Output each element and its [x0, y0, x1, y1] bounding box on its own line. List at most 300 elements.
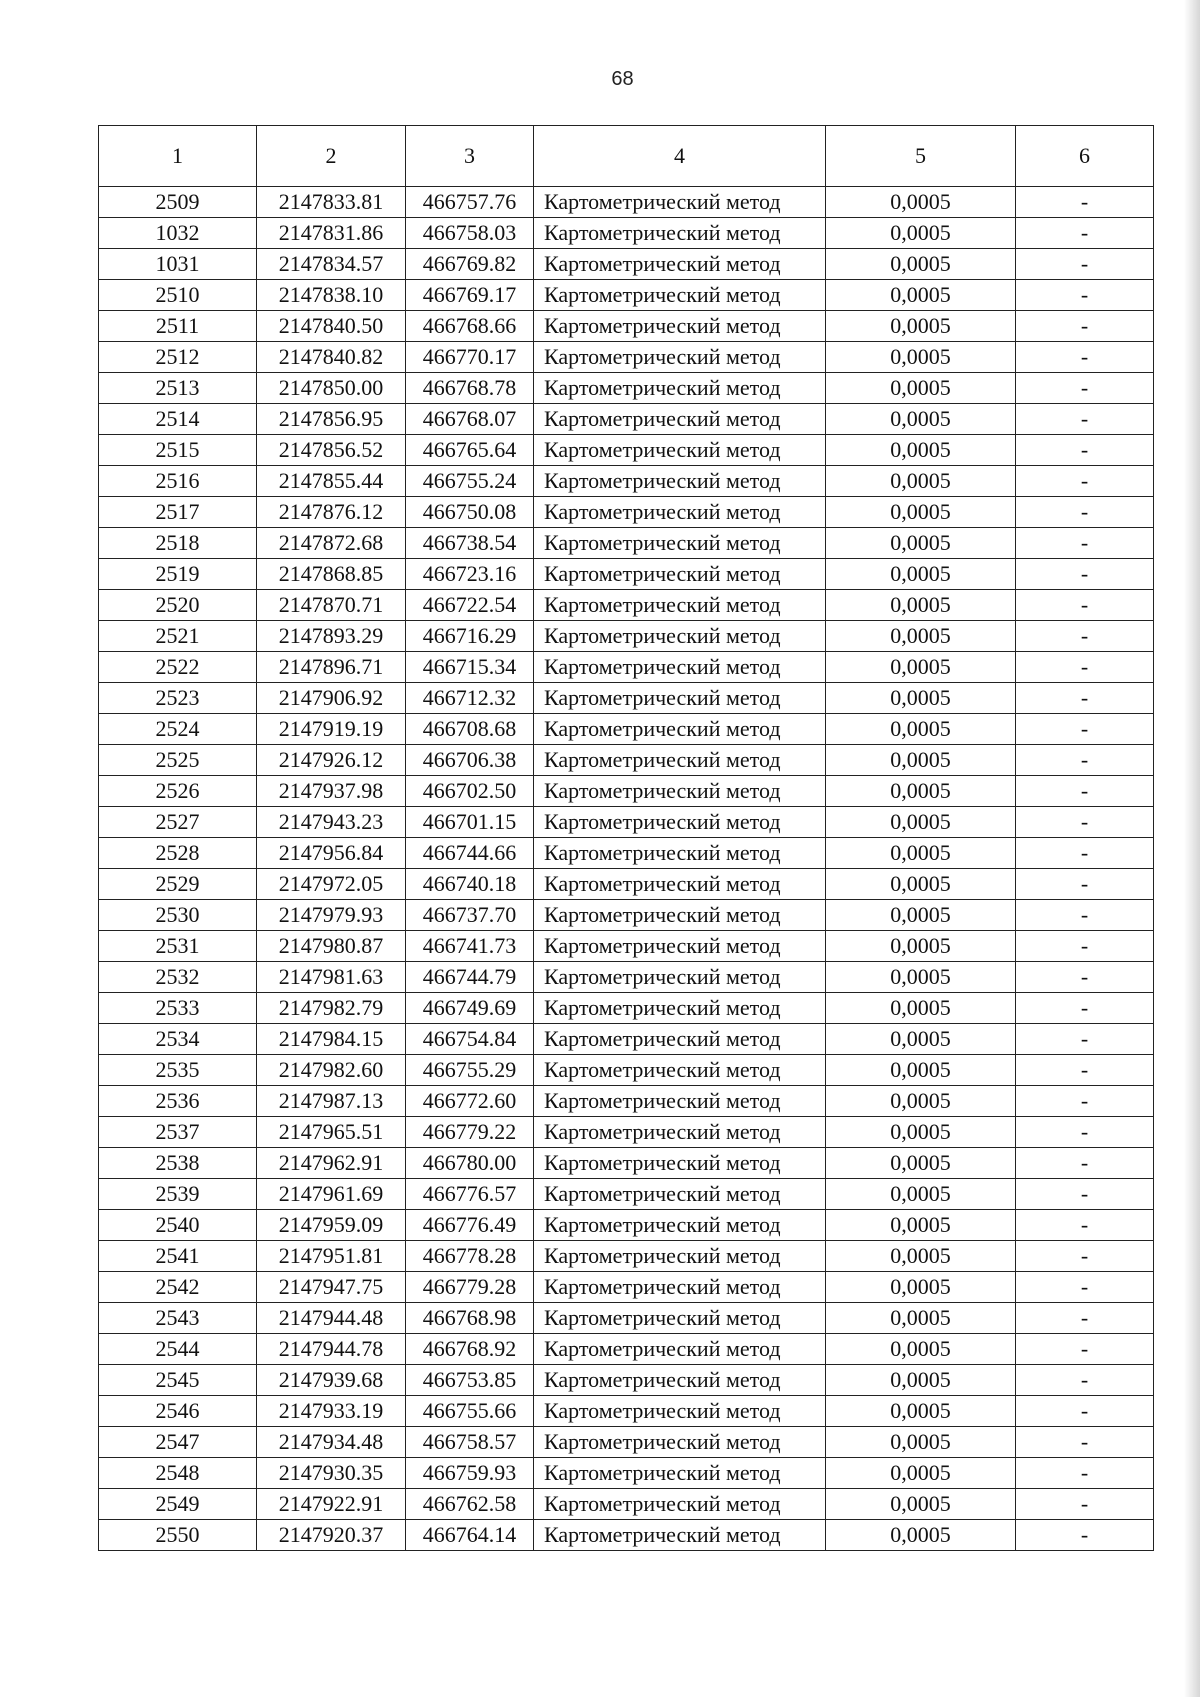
table-row: [99, 404, 1154, 435]
y-coordinate-cell: 466758.03: [406, 218, 534, 249]
method-cell: Картометрический метод: [534, 497, 826, 528]
accuracy-cell: 0,0005: [826, 249, 1016, 280]
x-coordinate-cell: 2147856.95: [257, 404, 406, 435]
method-cell: Картометрический метод: [534, 1024, 826, 1055]
note-cell: -: [1016, 466, 1154, 497]
method-cell: Картометрический метод: [534, 1210, 826, 1241]
point-number-cell: 2550: [99, 1520, 257, 1551]
y-coordinate-cell: 466779.28: [406, 1272, 534, 1303]
method-cell: Картометрический метод: [534, 776, 826, 807]
point-number-cell: 2535: [99, 1055, 257, 1086]
accuracy-cell: 0,0005: [826, 311, 1016, 342]
y-coordinate-cell: 466759.93: [406, 1458, 534, 1489]
note-cell: -: [1016, 1520, 1154, 1551]
header-cell-1: 1: [99, 126, 257, 187]
point-number-cell: 2514: [99, 404, 257, 435]
x-coordinate-cell: 2147833.81: [257, 187, 406, 218]
table-row: [99, 528, 1154, 559]
header-cell-3: 3: [406, 126, 534, 187]
accuracy-cell: 0,0005: [826, 869, 1016, 900]
accuracy-cell: 0,0005: [826, 1365, 1016, 1396]
method-cell: Картометрический метод: [534, 962, 826, 993]
method-cell: Картометрический метод: [534, 1365, 826, 1396]
point-number-cell: 2522: [99, 652, 257, 683]
x-coordinate-cell: 2147959.09: [257, 1210, 406, 1241]
note-cell: -: [1016, 435, 1154, 466]
x-coordinate-cell: 2147980.87: [257, 931, 406, 962]
table-row: [99, 249, 1154, 280]
method-cell: Картометрический метод: [534, 1241, 826, 1272]
coordinates-table: [98, 125, 1154, 1551]
method-cell: Картометрический метод: [534, 745, 826, 776]
x-coordinate-cell: 2147972.05: [257, 869, 406, 900]
note-cell: -: [1016, 1210, 1154, 1241]
point-number-cell: 2519: [99, 559, 257, 590]
table-row: [99, 1489, 1154, 1520]
y-coordinate-cell: 466754.84: [406, 1024, 534, 1055]
table-row: [99, 993, 1154, 1024]
x-coordinate-cell: 2147930.35: [257, 1458, 406, 1489]
method-cell: Картометрический метод: [534, 1520, 826, 1551]
method-cell: Картометрический метод: [534, 1086, 826, 1117]
note-cell: -: [1016, 838, 1154, 869]
point-number-cell: 2517: [99, 497, 257, 528]
y-coordinate-cell: 466776.57: [406, 1179, 534, 1210]
method-cell: Картометрический метод: [534, 1396, 826, 1427]
accuracy-cell: 0,0005: [826, 1148, 1016, 1179]
accuracy-cell: 0,0005: [826, 1396, 1016, 1427]
note-cell: -: [1016, 497, 1154, 528]
accuracy-cell: 0,0005: [826, 1024, 1016, 1055]
table-row: [99, 1055, 1154, 1086]
y-coordinate-cell: 466755.29: [406, 1055, 534, 1086]
y-coordinate-cell: 466737.70: [406, 900, 534, 931]
point-number-cell: 2542: [99, 1272, 257, 1303]
method-cell: Картометрический метод: [534, 900, 826, 931]
table-row: [99, 652, 1154, 683]
accuracy-cell: 0,0005: [826, 652, 1016, 683]
method-cell: Картометрический метод: [534, 373, 826, 404]
point-number-cell: 2543: [99, 1303, 257, 1334]
x-coordinate-cell: 2147982.60: [257, 1055, 406, 1086]
x-coordinate-cell: 2147856.52: [257, 435, 406, 466]
y-coordinate-cell: 466741.73: [406, 931, 534, 962]
y-coordinate-cell: 466768.98: [406, 1303, 534, 1334]
table-row: [99, 559, 1154, 590]
note-cell: -: [1016, 1334, 1154, 1365]
point-number-cell: 2541: [99, 1241, 257, 1272]
table-row: [99, 280, 1154, 311]
accuracy-cell: 0,0005: [826, 714, 1016, 745]
method-cell: Картометрический метод: [534, 218, 826, 249]
note-cell: -: [1016, 1365, 1154, 1396]
method-cell: Картометрический метод: [534, 683, 826, 714]
accuracy-cell: 0,0005: [826, 1458, 1016, 1489]
note-cell: -: [1016, 404, 1154, 435]
y-coordinate-cell: 466701.15: [406, 807, 534, 838]
table-row: [99, 1086, 1154, 1117]
point-number-cell: 2516: [99, 466, 257, 497]
table-row: [99, 1458, 1154, 1489]
point-number-cell: 2520: [99, 590, 257, 621]
point-number-cell: 2525: [99, 745, 257, 776]
table-row: [99, 1396, 1154, 1427]
note-cell: -: [1016, 1241, 1154, 1272]
method-cell: Картометрический метод: [534, 528, 826, 559]
y-coordinate-cell: 466753.85: [406, 1365, 534, 1396]
note-cell: -: [1016, 1086, 1154, 1117]
accuracy-cell: 0,0005: [826, 590, 1016, 621]
accuracy-cell: 0,0005: [826, 1334, 1016, 1365]
x-coordinate-cell: 2147920.37: [257, 1520, 406, 1551]
accuracy-cell: 0,0005: [826, 1117, 1016, 1148]
note-cell: -: [1016, 1272, 1154, 1303]
y-coordinate-cell: 466765.64: [406, 435, 534, 466]
x-coordinate-cell: 2147947.75: [257, 1272, 406, 1303]
y-coordinate-cell: 466770.17: [406, 342, 534, 373]
method-cell: Картометрический метод: [534, 1272, 826, 1303]
table-row: [99, 311, 1154, 342]
method-cell: Картометрический метод: [534, 1179, 826, 1210]
method-cell: Картометрический метод: [534, 466, 826, 497]
accuracy-cell: 0,0005: [826, 1241, 1016, 1272]
table-row: [99, 342, 1154, 373]
y-coordinate-cell: 466744.66: [406, 838, 534, 869]
method-cell: Картометрический метод: [534, 590, 826, 621]
point-number-cell: 2540: [99, 1210, 257, 1241]
table-row: [99, 838, 1154, 869]
x-coordinate-cell: 2147956.84: [257, 838, 406, 869]
accuracy-cell: 0,0005: [826, 497, 1016, 528]
page-number: 68: [611, 68, 634, 90]
point-number-cell: 2515: [99, 435, 257, 466]
note-cell: -: [1016, 218, 1154, 249]
x-coordinate-cell: 2147840.82: [257, 342, 406, 373]
method-cell: Картометрический метод: [534, 1055, 826, 1086]
point-number-cell: 2526: [99, 776, 257, 807]
x-coordinate-cell: 2147922.91: [257, 1489, 406, 1520]
accuracy-cell: 0,0005: [826, 373, 1016, 404]
accuracy-cell: 0,0005: [826, 1086, 1016, 1117]
table-row: [99, 1117, 1154, 1148]
x-coordinate-cell: 2147893.29: [257, 621, 406, 652]
point-number-cell: 2521: [99, 621, 257, 652]
accuracy-cell: 0,0005: [826, 528, 1016, 559]
x-coordinate-cell: 2147943.23: [257, 807, 406, 838]
header-cell-5: 5: [826, 126, 1016, 187]
header-cell-4: 4: [534, 126, 826, 187]
accuracy-cell: 0,0005: [826, 1055, 1016, 1086]
method-cell: Картометрический метод: [534, 1334, 826, 1365]
accuracy-cell: 0,0005: [826, 1427, 1016, 1458]
note-cell: -: [1016, 1489, 1154, 1520]
table-row: [99, 869, 1154, 900]
point-number-cell: 2513: [99, 373, 257, 404]
method-cell: Картометрический метод: [534, 187, 826, 218]
point-number-cell: 2531: [99, 931, 257, 962]
point-number-cell: 2511: [99, 311, 257, 342]
x-coordinate-cell: 2147933.19: [257, 1396, 406, 1427]
y-coordinate-cell: 466722.54: [406, 590, 534, 621]
table-row: [99, 1179, 1154, 1210]
table-row: [99, 962, 1154, 993]
accuracy-cell: 0,0005: [826, 962, 1016, 993]
table-row: [99, 373, 1154, 404]
table-row: [99, 466, 1154, 497]
accuracy-cell: 0,0005: [826, 745, 1016, 776]
point-number-cell: 2524: [99, 714, 257, 745]
note-cell: -: [1016, 1179, 1154, 1210]
note-cell: -: [1016, 373, 1154, 404]
y-coordinate-cell: 466772.60: [406, 1086, 534, 1117]
accuracy-cell: 0,0005: [826, 621, 1016, 652]
y-coordinate-cell: 466749.69: [406, 993, 534, 1024]
table-row: [99, 714, 1154, 745]
method-cell: Картометрический метод: [534, 1303, 826, 1334]
method-cell: Картометрический метод: [534, 1489, 826, 1520]
point-number-cell: 1032: [99, 218, 257, 249]
method-cell: Картометрический метод: [534, 1427, 826, 1458]
x-coordinate-cell: 2147926.12: [257, 745, 406, 776]
y-coordinate-cell: 466708.68: [406, 714, 534, 745]
y-coordinate-cell: 466764.14: [406, 1520, 534, 1551]
point-number-cell: 2538: [99, 1148, 257, 1179]
y-coordinate-cell: 466740.18: [406, 869, 534, 900]
method-cell: Картометрический метод: [534, 993, 826, 1024]
method-cell: Картометрический метод: [534, 652, 826, 683]
note-cell: -: [1016, 1427, 1154, 1458]
x-coordinate-cell: 2147965.51: [257, 1117, 406, 1148]
accuracy-cell: 0,0005: [826, 1272, 1016, 1303]
note-cell: -: [1016, 1055, 1154, 1086]
y-coordinate-cell: 466723.16: [406, 559, 534, 590]
method-cell: Картометрический метод: [534, 342, 826, 373]
note-cell: -: [1016, 1117, 1154, 1148]
table-row: [99, 1272, 1154, 1303]
x-coordinate-cell: 2147934.48: [257, 1427, 406, 1458]
table-row: [99, 435, 1154, 466]
x-coordinate-cell: 2147840.50: [257, 311, 406, 342]
note-cell: -: [1016, 311, 1154, 342]
accuracy-cell: 0,0005: [826, 342, 1016, 373]
method-cell: Картометрический метод: [534, 1117, 826, 1148]
point-number-cell: 2512: [99, 342, 257, 373]
note-cell: -: [1016, 559, 1154, 590]
table-row: [99, 745, 1154, 776]
accuracy-cell: 0,0005: [826, 1210, 1016, 1241]
y-coordinate-cell: 466702.50: [406, 776, 534, 807]
point-number-cell: 2536: [99, 1086, 257, 1117]
note-cell: -: [1016, 931, 1154, 962]
table-row: [99, 1241, 1154, 1272]
x-coordinate-cell: 2147979.93: [257, 900, 406, 931]
y-coordinate-cell: 466776.49: [406, 1210, 534, 1241]
x-coordinate-cell: 2147834.57: [257, 249, 406, 280]
point-number-cell: 2529: [99, 869, 257, 900]
point-number-cell: 2509: [99, 187, 257, 218]
y-coordinate-cell: 466768.78: [406, 373, 534, 404]
note-cell: -: [1016, 1303, 1154, 1334]
note-cell: -: [1016, 1024, 1154, 1055]
x-coordinate-cell: 2147906.92: [257, 683, 406, 714]
accuracy-cell: 0,0005: [826, 280, 1016, 311]
y-coordinate-cell: 466769.82: [406, 249, 534, 280]
point-number-cell: 2549: [99, 1489, 257, 1520]
x-coordinate-cell: 2147855.44: [257, 466, 406, 497]
x-coordinate-cell: 2147961.69: [257, 1179, 406, 1210]
x-coordinate-cell: 2147850.00: [257, 373, 406, 404]
table-row: [99, 1210, 1154, 1241]
table-row: [99, 1365, 1154, 1396]
note-cell: -: [1016, 776, 1154, 807]
table-row: [99, 218, 1154, 249]
method-cell: Картометрический метод: [534, 931, 826, 962]
table-row: [99, 1303, 1154, 1334]
accuracy-cell: 0,0005: [826, 1489, 1016, 1520]
x-coordinate-cell: 2147831.86: [257, 218, 406, 249]
x-coordinate-cell: 2147937.98: [257, 776, 406, 807]
note-cell: -: [1016, 652, 1154, 683]
accuracy-cell: 0,0005: [826, 466, 1016, 497]
x-coordinate-cell: 2147981.63: [257, 962, 406, 993]
x-coordinate-cell: 2147939.68: [257, 1365, 406, 1396]
method-cell: Картометрический метод: [534, 838, 826, 869]
point-number-cell: 2523: [99, 683, 257, 714]
point-number-cell: 2532: [99, 962, 257, 993]
note-cell: -: [1016, 714, 1154, 745]
y-coordinate-cell: 466778.28: [406, 1241, 534, 1272]
accuracy-cell: 0,0005: [826, 435, 1016, 466]
note-cell: -: [1016, 993, 1154, 1024]
x-coordinate-cell: 2147896.71: [257, 652, 406, 683]
accuracy-cell: 0,0005: [826, 900, 1016, 931]
x-coordinate-cell: 2147872.68: [257, 528, 406, 559]
table-row: [99, 683, 1154, 714]
y-coordinate-cell: 466758.57: [406, 1427, 534, 1458]
point-number-cell: 2545: [99, 1365, 257, 1396]
y-coordinate-cell: 466780.00: [406, 1148, 534, 1179]
accuracy-cell: 0,0005: [826, 683, 1016, 714]
y-coordinate-cell: 466768.07: [406, 404, 534, 435]
point-number-cell: 2510: [99, 280, 257, 311]
accuracy-cell: 0,0005: [826, 776, 1016, 807]
table-row: [99, 621, 1154, 652]
x-coordinate-cell: 2147944.78: [257, 1334, 406, 1365]
method-cell: Картометрический метод: [534, 807, 826, 838]
accuracy-cell: 0,0005: [826, 1520, 1016, 1551]
y-coordinate-cell: 466757.76: [406, 187, 534, 218]
point-number-cell: 2533: [99, 993, 257, 1024]
table-row: [99, 590, 1154, 621]
method-cell: Картометрический метод: [534, 311, 826, 342]
accuracy-cell: 0,0005: [826, 1303, 1016, 1334]
table-row: [99, 187, 1154, 218]
note-cell: -: [1016, 342, 1154, 373]
table-row: [99, 1427, 1154, 1458]
point-number-cell: 2530: [99, 900, 257, 931]
note-cell: -: [1016, 1396, 1154, 1427]
accuracy-cell: 0,0005: [826, 1179, 1016, 1210]
y-coordinate-cell: 466738.54: [406, 528, 534, 559]
method-cell: Картометрический метод: [534, 404, 826, 435]
table-row: [99, 900, 1154, 931]
y-coordinate-cell: 466768.66: [406, 311, 534, 342]
note-cell: -: [1016, 280, 1154, 311]
x-coordinate-cell: 2147951.81: [257, 1241, 406, 1272]
note-cell: -: [1016, 900, 1154, 931]
point-number-cell: 2527: [99, 807, 257, 838]
point-number-cell: 2528: [99, 838, 257, 869]
method-cell: Картометрический метод: [534, 559, 826, 590]
y-coordinate-cell: 466769.17: [406, 280, 534, 311]
point-number-cell: 2518: [99, 528, 257, 559]
accuracy-cell: 0,0005: [826, 993, 1016, 1024]
note-cell: -: [1016, 249, 1154, 280]
note-cell: -: [1016, 962, 1154, 993]
table-row: [99, 1024, 1154, 1055]
table-row: [99, 497, 1154, 528]
method-cell: Картометрический метод: [534, 621, 826, 652]
method-cell: Картометрический метод: [534, 869, 826, 900]
note-cell: -: [1016, 528, 1154, 559]
table-row: [99, 1520, 1154, 1551]
note-cell: -: [1016, 590, 1154, 621]
scan-edge-shadow: [1184, 0, 1200, 1697]
accuracy-cell: 0,0005: [826, 187, 1016, 218]
point-number-cell: 2544: [99, 1334, 257, 1365]
point-number-cell: 2548: [99, 1458, 257, 1489]
y-coordinate-cell: 466712.32: [406, 683, 534, 714]
x-coordinate-cell: 2147919.19: [257, 714, 406, 745]
note-cell: -: [1016, 807, 1154, 838]
y-coordinate-cell: 466755.66: [406, 1396, 534, 1427]
method-cell: Картометрический метод: [534, 714, 826, 745]
header-cell-2: 2: [257, 126, 406, 187]
method-cell: Картометрический метод: [534, 249, 826, 280]
note-cell: -: [1016, 1148, 1154, 1179]
method-cell: Картометрический метод: [534, 1458, 826, 1489]
y-coordinate-cell: 466779.22: [406, 1117, 534, 1148]
x-coordinate-cell: 2147987.13: [257, 1086, 406, 1117]
x-coordinate-cell: 2147962.91: [257, 1148, 406, 1179]
point-number-cell: 2537: [99, 1117, 257, 1148]
table-row: [99, 776, 1154, 807]
x-coordinate-cell: 2147984.15: [257, 1024, 406, 1055]
y-coordinate-cell: 466706.38: [406, 745, 534, 776]
note-cell: -: [1016, 683, 1154, 714]
table-row: [99, 1148, 1154, 1179]
table-body: [99, 187, 1154, 1551]
accuracy-cell: 0,0005: [826, 559, 1016, 590]
header-cell-6: 6: [1016, 126, 1154, 187]
note-cell: -: [1016, 621, 1154, 652]
y-coordinate-cell: 466750.08: [406, 497, 534, 528]
table-row: [99, 1334, 1154, 1365]
y-coordinate-cell: 466762.58: [406, 1489, 534, 1520]
x-coordinate-cell: 2147944.48: [257, 1303, 406, 1334]
y-coordinate-cell: 466755.24: [406, 466, 534, 497]
x-coordinate-cell: 2147876.12: [257, 497, 406, 528]
point-number-cell: 2546: [99, 1396, 257, 1427]
accuracy-cell: 0,0005: [826, 838, 1016, 869]
y-coordinate-cell: 466715.34: [406, 652, 534, 683]
note-cell: -: [1016, 869, 1154, 900]
note-cell: -: [1016, 1458, 1154, 1489]
point-number-cell: 1031: [99, 249, 257, 280]
note-cell: -: [1016, 187, 1154, 218]
method-cell: Картометрический метод: [534, 1148, 826, 1179]
y-coordinate-cell: 466744.79: [406, 962, 534, 993]
